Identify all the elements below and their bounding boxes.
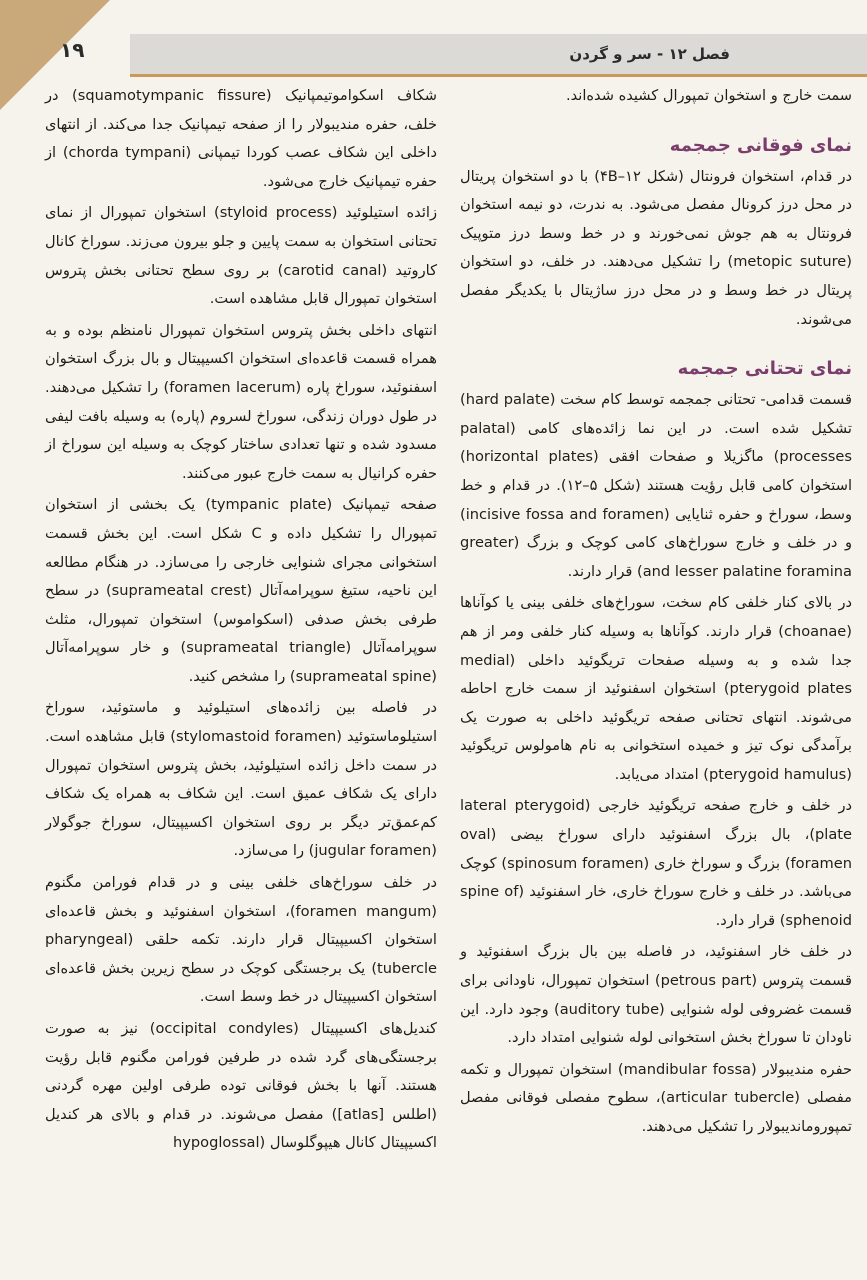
paragraph: در قدام، استخوان فرونتال (شکل ۴B–۱۲) با دو استخوان پریتال در محل درز کرونال مفصل می‌شود. به ندرت، دو نیمه استخوان فرونتال به هم جوش نمی‌خورند و در خط وسط درز متوپیک (metopic suture) را تشکیل می‌دهند. در خلف، دو استخوان پریتال در خط وسط و در محل درز ساژیتال با یکدیگر مفصل می‌شوند. bbox=[460, 167, 852, 328]
chapter-title: فصل ۱۲ - سر و گردن bbox=[569, 45, 730, 63]
right-column bbox=[460, 82, 852, 1145]
paragraph: در خلف خار اسفنوئید، در فاصله بین بال بزرگ اسفنوئید و قسمت پتروس (petrous part) استخوان تمپورال، ناودانی برای قسمت غضروفی لوله شنوایی (auditory tube) وجود دارد. این ناودان تا سوراخ بخش استخوانی لوله شنوایی امتداد دارد. bbox=[460, 943, 853, 1047]
paragraph: زائده استیلوئید (styloid process) استخوان تمپورال از نمای تحتانی استخوان به سمت پایین و جلو بیرون می‌زند. سوراخ کانال کاروتید (carotid canal) بر روی سطح تحتانی بخش پتروس استخوان تمپورال قابل مشاهده است. bbox=[45, 204, 438, 308]
paragraph: سمت خارج و استخوان تمپورال کشیده شده‌اند. bbox=[565, 87, 852, 104]
paragraph: قسمت قدامی- تحتانی جمجمه توسط کام سخت (hard palate) تشکیل شده است. در این نما زائده‌های کامی (palatal processes) ماگزیلا و صفحات افقی (horizontal plates) استخوان کامی قابل رؤیت هستند (شکل ۵–۱۲). در قدام و خط وسط، سوراخ و حفره ثنایایی (incisive fossa and foramen) و در خلف و خارج سوراخ‌های کامی کوچک و بزرگ (greater and lesser palatine foramina) قرار دارند. bbox=[460, 391, 853, 580]
section-heading-inferior-view: نمای تحتانی جمجمه bbox=[677, 358, 852, 380]
paragraph: در فاصله بین زائده‌های استیلوئید و ماستوئید، سوراخ استیلوماستوئید (stylomastoid foramen) قابل مشاهده است. در سمت داخل زائده استیلوئید، بخش پتروس استخوان تمپورال دارای یک شکاف عمیق است. این شکاف به همراه یک شکاف کم‌عمق‌تر دیگر بر روی استخوان اکسیپیتال، سوراخ جوگولار (jugular foramen) را می‌سازد. bbox=[45, 699, 438, 860]
paragraph: در خلف سوراخ‌های خلفی بینی و در قدام فورامن مگنوم (foramen mangum)، استخوان اسفنوئید و بخش قاعده‌ای استخوان اکسیپیتال قرار دارند. تکمه حلقی (pharyngeal tubercle) یک برجستگی کوچک در سطح زیرین بخش قاعده‌ای استخوان اکسیپیتال در خط وسط است. bbox=[45, 874, 437, 1006]
page-number: ۱۹ bbox=[60, 38, 85, 62]
chapter-header-bar bbox=[130, 34, 867, 77]
paragraph: شکاف اسکواموتیمپانیک (squamotympanic fissure) در خلف، حفره مندیبولار را از صفحه تیمپانیک جدا می‌کند. از انتهای داخلی این شکاف عصب کوردا تیمپانی (chorda tympani) از حفره تیمپانیک خارج می‌شود. bbox=[45, 87, 437, 190]
paragraph: حفره مندیبولار (mandibular fossa) استخوان تمپورال و تکمه مفصلی (articular tubercle)، سطوح مفصلی فوقانی مفصل تمپوروماندیبولار را تشکیل می‌دهند. bbox=[460, 1060, 853, 1135]
paragraph: در خلف و خارج صفحه تریگوئید خارجی (lateral pterygoid plate)، بال بزرگ اسفنوئید دارای سوراخ بیضی (oval foramen) بزرگ و سوراخ خاری (spinosum foramen) کوچک می‌باشد. در خلف و خارج سوراخ خاری، خار اسفنوئید (spine of sphenoid) قرار دارد. bbox=[460, 797, 852, 929]
paragraph: صفحه تیمپانیک (tympanic plate) یک بخشی از استخوان تمپورال را تشکیل داده و C شکل است. این بخش قسمت استخوانی مجرای شنوایی خارجی را می‌سازد. در هنگام مطالعه این ناحیه، ستیغ سوپرامه‌آتال (suprameatal crest) در سطح طرفی بخش صدفی (اسکواموس) استخوان تمپورال، مثلث سوپرامه‌آتال (suprameatal triangle) و خار سوپرامه‌آتال (suprameatal spine) را مشخص کنید. bbox=[45, 496, 438, 685]
paragraph: در بالای کنار خلفی کام سخت، سوراخ‌های خلفی بینی یا کوآناها (choanae) قرار دارند. کوآناها به وسیله کنار خلفی ومر از هم جدا شده و به وسیله صفحات تریگوئید داخلی (medial pterygoid plates) استخوان اسفنوئید از سمت خارج احاطه می‌شوند. انتهای تحتانی صفحه تریگوئید داخلی به صورت یک برآمدگی نوک تیز و خمیده استخوانی به نام هامولوس تریگوئید (pterygoid hamulus) امتداد می‌یابد. bbox=[460, 594, 852, 783]
section-heading-superior-view: نمای فوقانی جمجمه bbox=[669, 134, 852, 156]
paragraph: انتهای داخلی بخش پتروس استخوان تمپورال نامنظم بوده و به همراه قسمت قاعده‌ای استخوان اکسیپیتال و بال بزرگ استخوان اسفنوئید، سوراخ پاره (foramen lacerum) را تشکیل می‌دهند. در طول دوران زندگی، سوراخ لسروم (پاره) به وسیله بافت لیفی مسدود شده و تنها تعدادی ساختار کوچک به وسیله این سوراخ از حفره کرانیال به سمت خارج عبور می‌کنند. bbox=[45, 321, 437, 482]
left-column bbox=[45, 82, 437, 1161]
paragraph: کندیل‌های اکسیپیتال (occipital condyles) نیز به صورت برجستگی‌های گرد شده در طرفین فورامن مگنوم قابل رؤیت هستند. آنها با بخش فوقانی توده طرفی اولین مهره گردنی (اطلس [atlas]) مفصل می‌شوند. در قدام و بالای هر کندیل اکسیپیتال کانال هیپوگلوسال (hypoglossal bbox=[45, 1020, 438, 1152]
